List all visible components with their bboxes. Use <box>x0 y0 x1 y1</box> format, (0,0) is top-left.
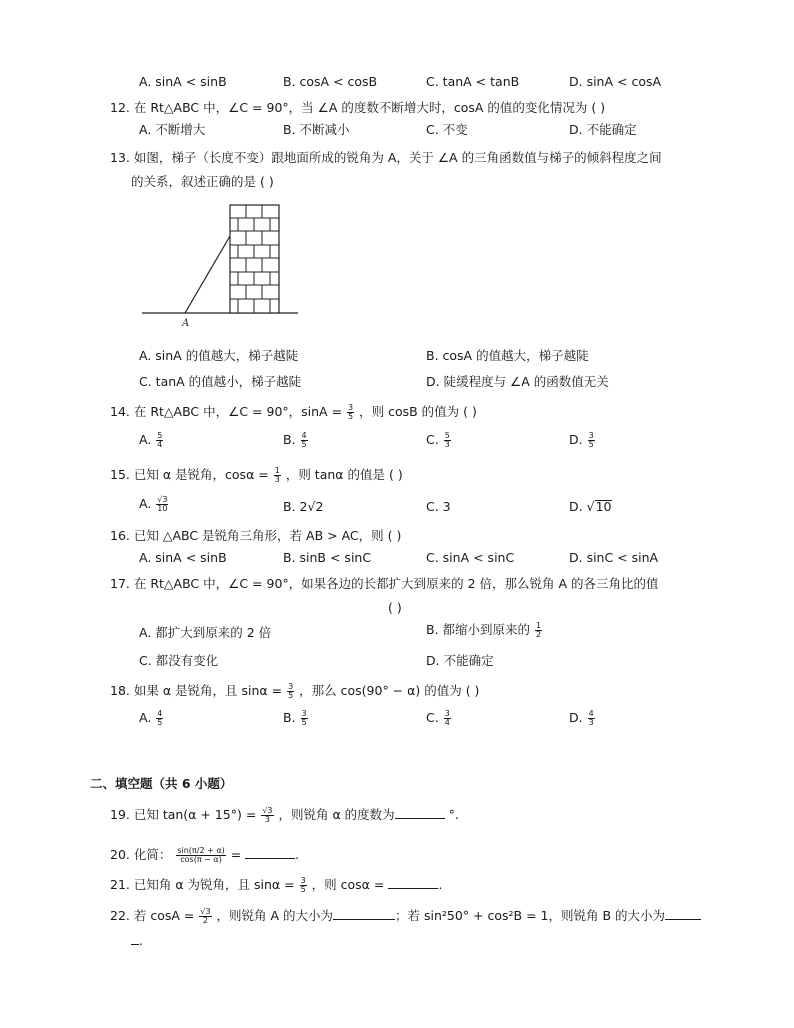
q17-option-c: C. 都没有变化 <box>139 653 219 668</box>
q12-option-a: A. 不断增大 <box>139 122 206 137</box>
q18-option-d: D. $\frac{4}{3}$ <box>569 709 594 727</box>
q16-option-d: D. sinC < sinA <box>569 550 659 565</box>
q22-stem: 22. 若 cosA = $\frac{√3}{2}$ ，则锐角 A 的大小为 ；若 sin²50° + cos²B = 1，则锐角 B 的大小为 <box>110 907 701 925</box>
q13-stem-line1: 13. 如图，梯子（长度不变）跟地面所成的锐角为 A，关于 ∠A 的三角函数值与梯子的倾斜程度之间 <box>110 150 662 165</box>
q14-option-a: A. $\frac{5}{4}$ <box>139 431 163 449</box>
section-title-fill-in: 二、填空题（共 6 小题） <box>90 776 233 791</box>
ladder-wall-figure <box>140 200 300 332</box>
q16-option-a: A. sinA < sinB <box>139 550 227 565</box>
q11-option-a: A. sinA < sinB <box>139 74 227 89</box>
q17-stem-line1: 17. 在 Rt△ABC 中，∠C = 90°，如果各边的长都扩大到原来的 2 倍，那么锐角 A 的各三角比的值 <box>110 576 659 591</box>
q13-option-c: C. tanA 的值越小，梯子越陡 <box>139 374 302 389</box>
q17-option-d: D. 不能确定 <box>426 653 494 668</box>
q11-option-c: C. tanA < tanB <box>426 74 520 89</box>
q13-stem-line2: 的关系，叙述正确的是 ( ) <box>131 174 274 189</box>
q13-option-a: A. sinA 的值越大，梯子越陡 <box>139 348 299 363</box>
ladder-line <box>185 236 230 313</box>
q20-stem: 20. 化简： $\frac{\sin(\pi/2 + \alpha)}{\cos(\pi - \alpha)}$ = . <box>110 846 300 864</box>
q14-option-c: C. $\frac{5}{3}$ <box>426 431 450 449</box>
q19-stem: 19. 已知 tan(α + 15°) = $\frac{√3}{3}$ ，则锐角 α 的度数为 °. <box>110 806 459 824</box>
q11-option-b: B. cosA < cosB <box>283 74 378 89</box>
q21-blank <box>388 876 438 889</box>
q16-option-c: C. sinA < sinC <box>426 550 515 565</box>
q11-option-d: D. sinA < cosA <box>569 74 662 89</box>
q12-option-d: D. 不能确定 <box>569 122 637 137</box>
q15-option-b: B. 2√2 <box>283 499 324 514</box>
q18-option-c: C. $\frac{3}{4}$ <box>426 709 450 727</box>
q19-blank <box>395 806 445 819</box>
q21-stem: 21. 已知角 α 为锐角，且 sinα = $\frac{3}{5}$ ，则 cosα = . <box>110 876 443 894</box>
q12-stem: 12. 在 Rt△ABC 中，∠C = 90°，当 ∠A 的度数不断增大时，cosA 的值的变化情况为 ( ) <box>110 100 606 115</box>
q18-option-a: A. $\frac{4}{5}$ <box>139 709 163 727</box>
q15-stem: 15. 已知 α 是锐角，cosα = $\frac{1}{3}$ ，则 tanα 的值是 ( ) <box>110 466 403 484</box>
q22-blank-b <box>665 907 701 920</box>
q17-option-a: A. 都扩大到原来的 2 倍 <box>139 625 272 640</box>
q12-option-b: B. 不断减小 <box>283 122 350 137</box>
q15-option-a: A. $\frac{√3}{10}$ <box>139 495 168 513</box>
q18-stem: 18. 如果 α 是锐角，且 sinα = $\frac{3}{5}$ ，那么 cos(90° − α) 的值为 ( ) <box>110 682 480 700</box>
q13-option-b: B. cosA 的值越大，梯子越陡 <box>426 348 589 363</box>
q18-option-b: B. $\frac{3}{5}$ <box>283 709 307 727</box>
q17-stem-line2: ( ) <box>388 600 402 615</box>
q22-stem-cont: . <box>131 932 143 949</box>
q16-stem: 16. 已知 △ABC 是锐角三角形，若 AB > AC，则 ( ) <box>110 528 402 543</box>
q17-option-b: B. 都缩小到原来的 $\frac{1}{2}$ <box>426 621 542 639</box>
q15-option-c: C. 3 <box>426 499 451 514</box>
q22-blank-a <box>333 907 395 920</box>
q13-option-d: D. 陡缓程度与 ∠A 的函数值无关 <box>426 374 609 389</box>
q22-blank-b-cont <box>131 932 139 945</box>
q14-option-b: B. $\frac{4}{5}$ <box>283 431 307 449</box>
q20-blank <box>245 846 295 859</box>
q16-option-b: B. sinB < sinC <box>283 550 372 565</box>
angle-a-label: A <box>182 318 190 329</box>
q15-option-d: D. √10 <box>569 499 612 514</box>
q12-option-c: C. 不变 <box>426 122 468 137</box>
q14-stem: 14. 在 Rt△ABC 中，∠C = 90°，sinA = $\frac{3}{5}$ ，则 cosB 的值为 ( ) <box>110 403 477 421</box>
q14-option-d: D. $\frac{3}{5}$ <box>569 431 594 449</box>
